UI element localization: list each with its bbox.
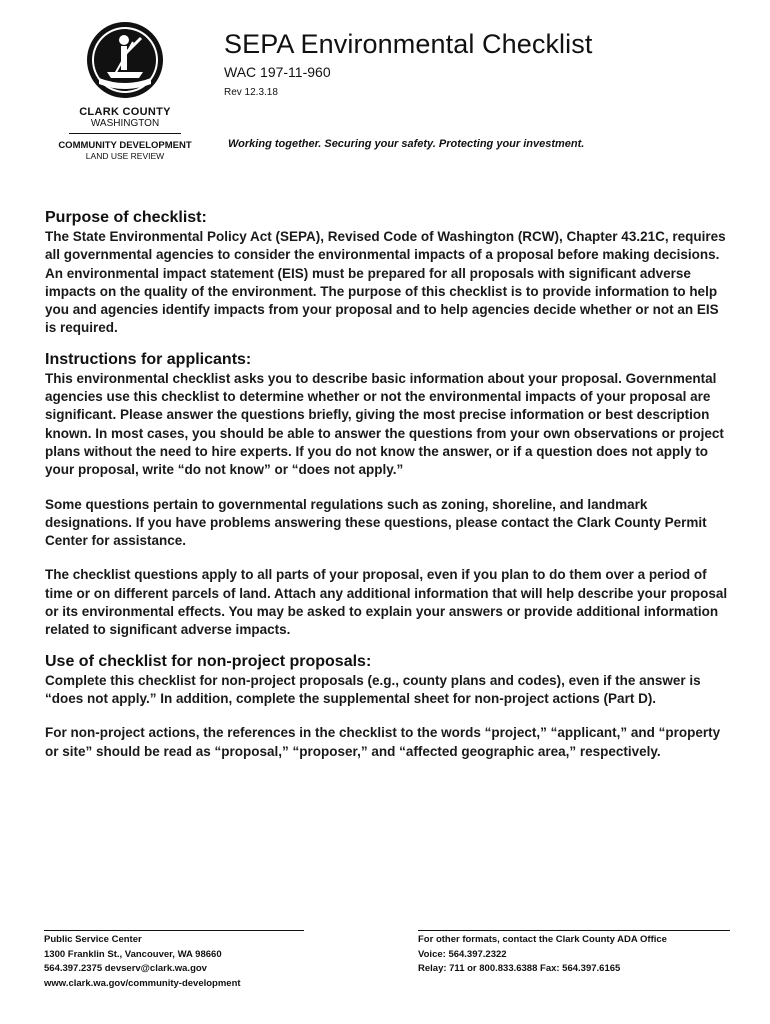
- page-title: SEPA Environmental Checklist: [224, 29, 593, 59]
- instructions-paragraph-3: The checklist questions apply to all parts of your proposal, even if you plan to do them over a period of time or on different parcels of land. Attach any additional information that will help describe your proposal or its environmental effects. You may be asked to explain your answers or provide additional information related to significant adverse impacts.: [45, 567, 728, 638]
- footer-relay-fax: Relay: 711 or 800.833.6388 Fax: 564.397.6165: [418, 963, 621, 974]
- footer-phone-email: 564.397.2375 devserv@clark.wa.gov: [44, 963, 207, 974]
- purpose-section: [45, 208, 729, 338]
- nonproject-paragraph-1: Complete this checklist for non-project proposals (e.g., county plans and codes), even if the answer is “does not apply.” In addition, complete the supplemental sheet for non-project actions (Part D).: [45, 672, 701, 706]
- purpose-body: The State Environmental Policy Act (SEPA), Revised Code of Washington (RCW), Chapter 43.21C, requires all governmental agencies to consider the environmental impacts of a proposal before making decisions. An environmental impact statement (EIS) must be prepared for all proposals with significant adverse impacts on the quality of the environment. The purpose of this checklist is to provide information to help you and agencies identify impacts from your proposal and to help agencies decide whether or not an EIS is required.: [45, 229, 726, 336]
- department-name: COMMUNITY DEVELOPMENT: [58, 140, 192, 151]
- instructions-paragraph-1: This environmental checklist asks you to describe basic information about your proposal. Governmental agencies use this checklist to determine whether or not the environmental impacts of your proposal are significant. Please answer the questions briefly, giving the most precise information or best description known. In most cases, you should be able to answer the questions from your own observations or project plans without the need to hire experts. If you do not know the answer, or if a question does not apply to your proposal, write “do not know” or “does not apply.”: [45, 370, 724, 478]
- footer-address: 1300 Franklin St., Vancouver, WA 98660: [44, 948, 222, 960]
- document-code: WAC 197-11-960: [224, 64, 331, 80]
- footer-voice: Voice: 564.397.2322: [418, 948, 507, 960]
- nonproject-section: [45, 652, 729, 761]
- instructions-paragraph-2: Some questions pertain to governmental regulations such as zoning, shoreline, and landmark designations. If you have problems answering these questions, please contact the Clark County Permit Center for assistance.: [45, 496, 707, 549]
- document-header: [224, 28, 592, 99]
- footer-contact: [44, 930, 304, 991]
- document-body: [45, 208, 729, 773]
- logo-divider: [69, 133, 181, 134]
- footer-ada: [418, 930, 730, 977]
- footer-ada-note: For other formats, contact the Clark County ADA Office: [418, 934, 667, 945]
- instructions-heading: Instructions for applicants:: [45, 350, 252, 368]
- nonproject-paragraph-2: For non-project actions, the references in the checklist to the words “project,” “applicant,” and “property or site” should be read as “proposal,” “proposer,” and “affected geographic area,” respectively.: [45, 725, 721, 759]
- purpose-heading: Purpose of checklist:: [45, 209, 207, 226]
- clark-county-seal-icon: [85, 18, 165, 102]
- tagline: Working together. Securing your safety. Protecting your investment.: [228, 138, 585, 150]
- org-state: WASHINGTON: [90, 118, 160, 129]
- county-logo-block: [40, 18, 210, 161]
- footer-office-name: Public Service Center: [44, 934, 142, 945]
- footer-website: www.clark.wa.gov/community-development: [44, 977, 241, 989]
- org-name: CLARK COUNTY: [79, 106, 171, 118]
- revision-label: Rev 12.3.18: [224, 87, 278, 98]
- instructions-section: [45, 350, 729, 640]
- nonproject-heading: Use of checklist for non-project proposals:: [45, 652, 372, 670]
- department-subtitle: LAND USE REVIEW: [85, 151, 165, 161]
